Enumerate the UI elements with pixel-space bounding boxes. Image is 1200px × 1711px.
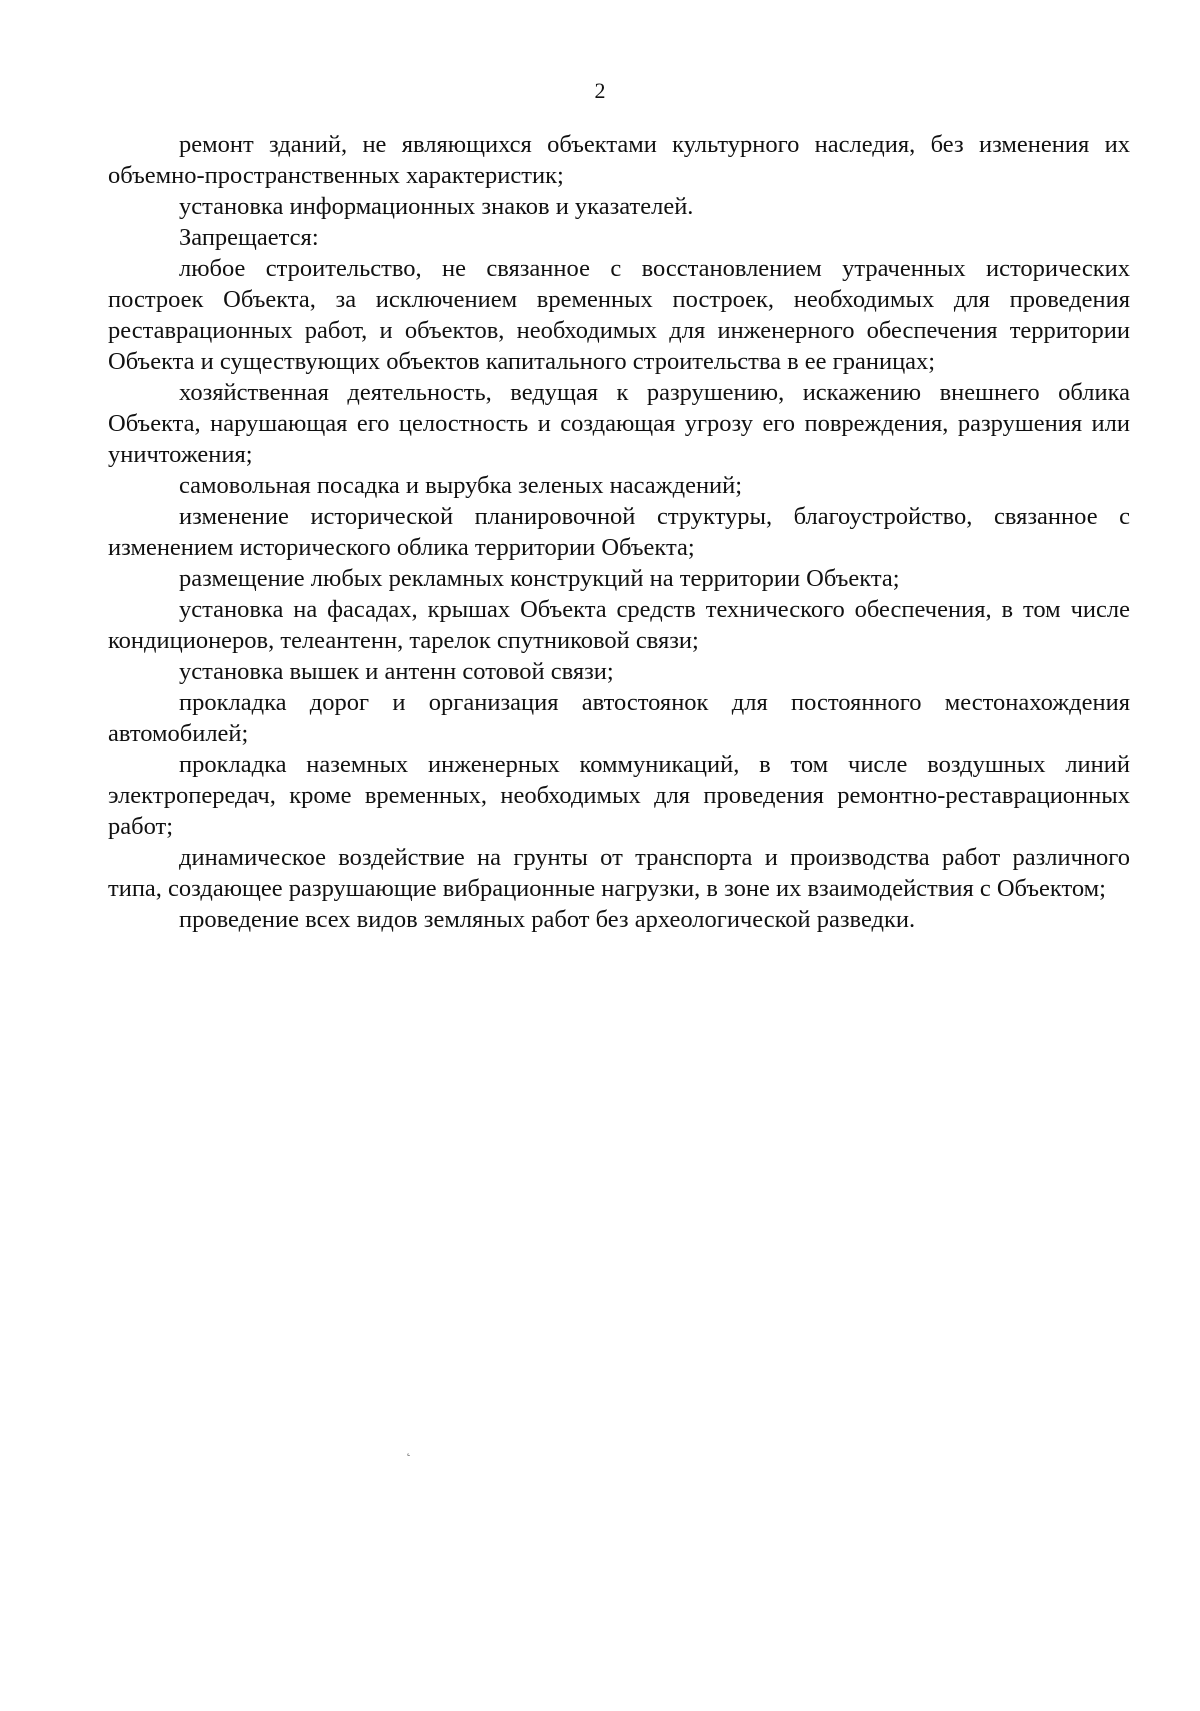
paragraph-construction: любое строительство, не связанное с восстановлением утраченных исторических построек Объекта, за исключением временных построек, необходимых для проведения реставрационных работ, и объектов, необходимых для инженерного обеспечения территории Объекта и существующих объектов капитального строительства в ее границах;	[108, 255, 1130, 375]
paragraph-planning-structure: изменение исторической планировочной структуры, благоустройство, связанное с изменением исторического облика территории Объекта;	[108, 503, 1130, 561]
scan-artifact-mark: ˛	[405, 1441, 412, 1457]
paragraph-cell-towers: установка вышек и антенн сотовой связи;	[179, 658, 614, 685]
page-number: 2	[594, 78, 606, 103]
document-body	[108, 129, 1130, 935]
paragraph-dynamic-impact: динамическое воздействие на грунты от транспорта и производства работ различного типа, создающее разрушающие вибрационные нагрузки, в зоне их взаимодействия с Объектом;	[108, 844, 1130, 902]
paragraph-advertising: размещение любых рекламных конструкций на территории Объекта;	[179, 565, 900, 592]
paragraph-roads-parking: прокладка дорог и организация автостоянок для постоянного местонахождения автомобилей;	[108, 689, 1130, 747]
paragraph-repair-buildings: ремонт зданий, не являющихся объектами культурного наследия, без изменения их объемно-пространственных характеристик;	[108, 131, 1130, 189]
paragraph-facade-equipment: установка на фасадах, крышах Объекта средств технического обеспечения, в том числе кондиционеров, телеантенн, тарелок спутниковой связи;	[108, 596, 1130, 654]
paragraph-info-signs: установка информационных знаков и указателей.	[179, 193, 694, 220]
paragraph-planting-felling: самовольная посадка и вырубка зеленых насаждений;	[179, 472, 743, 499]
paragraph-prohibited-heading: Запрещается:	[179, 224, 319, 251]
paragraph-economic-activity: хозяйственная деятельность, ведущая к разрушению, искажению внешнего облика Объекта, нарушающая его целостность и создающая угрозу его повреждения, разрушения или уничтожения;	[108, 379, 1130, 468]
paragraph-utilities: прокладка наземных инженерных коммуникаций, в том числе воздушных линий электропередач, кроме временных, необходимых для проведения ремонтно-реставрационных работ;	[108, 751, 1130, 840]
paragraph-earthworks: проведение всех видов земляных работ без археологической разведки.	[179, 906, 916, 933]
